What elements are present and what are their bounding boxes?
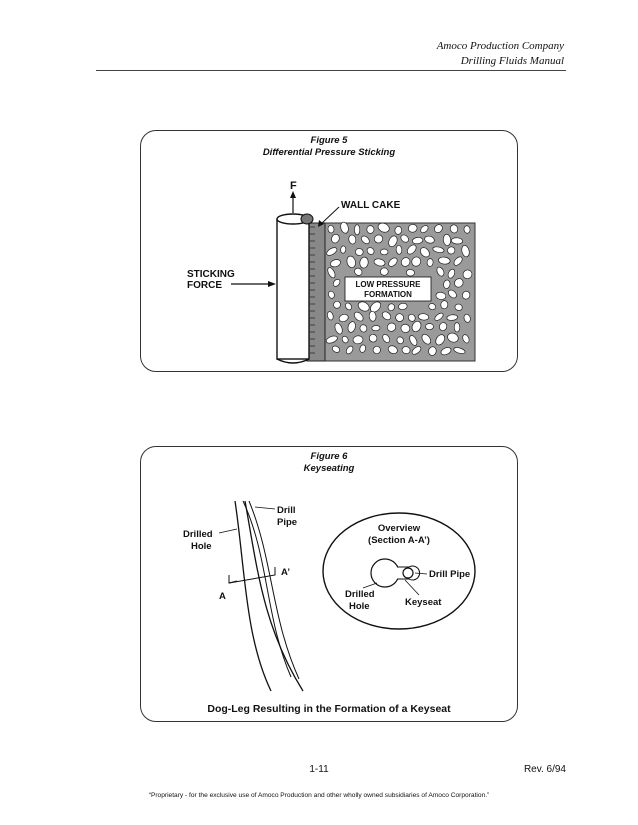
pebble <box>427 258 434 266</box>
differential-sticking-diagram <box>141 131 517 371</box>
overview-drilled-hole <box>371 559 399 587</box>
header-rule <box>96 70 566 71</box>
low-pressure-label: LOW PRESSURE <box>355 280 421 289</box>
formation-label: FORMATION <box>364 290 412 299</box>
pebble <box>367 225 374 233</box>
pebble <box>380 249 388 255</box>
drilled-label: Drilled <box>183 529 213 540</box>
hole-label: Hole <box>191 541 212 552</box>
overview-label: Overview <box>377 523 421 534</box>
drill-label: Drill <box>277 505 296 516</box>
overview-hole-label: Hole <box>349 601 370 612</box>
drill-pipe <box>277 219 309 359</box>
figure-5-number: Figure 5 <box>310 135 348 146</box>
figure-5-panel <box>140 130 518 372</box>
proprietary-note: “Proprietary - for the exclusive use of Amoco Production and other wholly owned subsidiaries of Amoco Corporation.” <box>148 792 490 799</box>
overview-drilled-label: Drilled <box>345 589 375 600</box>
pebble <box>406 269 415 276</box>
section-a-label: A <box>219 591 226 602</box>
keyseating-diagram <box>141 447 517 721</box>
pebble <box>396 245 402 254</box>
keyseat-label: Keyseat <box>405 597 442 608</box>
overview-drill-pipe <box>403 568 413 578</box>
figure-6-number: Figure 6 <box>310 451 348 462</box>
pipe-label: Pipe <box>277 517 298 528</box>
overview-section-label: (Section A-A’) <box>368 535 430 546</box>
header-manual-title: Drilling Fluids Manual <box>460 55 564 67</box>
overview-drill-pipe-label: Drill Pipe <box>429 569 471 580</box>
figure-6-title: Keyseating <box>303 463 355 474</box>
pebble <box>354 225 359 235</box>
force-label: F <box>290 180 297 192</box>
pebble <box>340 246 346 254</box>
drilled-hole-wall-left <box>235 501 271 691</box>
pebble <box>372 325 381 331</box>
pebble <box>426 324 434 330</box>
page-number: 1-11 <box>309 764 329 775</box>
section-a-prime-label: A’ <box>281 567 290 578</box>
pebble <box>355 248 364 256</box>
figure-5-title: Differential Pressure Sticking <box>262 147 396 158</box>
revision: Rev. 6/94 <box>523 764 566 775</box>
header-company: Amoco Production Company <box>436 40 564 52</box>
wall-cake <box>307 223 325 361</box>
sticking-label: STICKING <box>187 269 235 280</box>
pebble <box>454 323 460 332</box>
figure-6-panel <box>140 446 518 722</box>
figure-6-caption: Dog-Leg Resulting in the Formation of a Keyseat <box>207 703 451 715</box>
force-label-2: FORCE <box>187 280 222 291</box>
wall-cake-label: WALL CAKE <box>341 200 401 211</box>
